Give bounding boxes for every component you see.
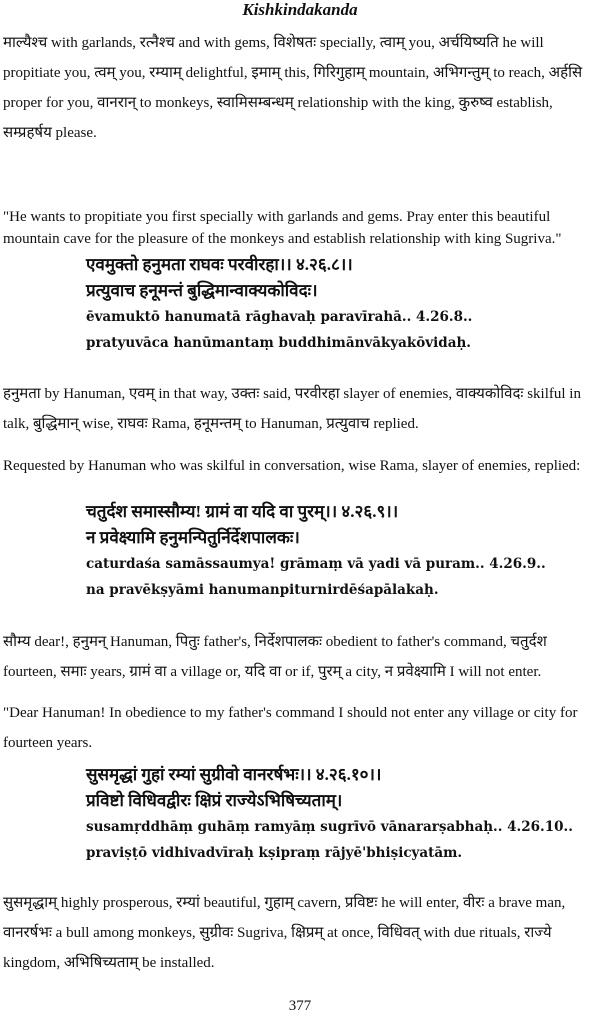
running-head: Kishkindakanda (242, 0, 358, 19)
translation-paragraph: "He wants to propitiate you first specially with garlands and gems. Pray enter this beautiful mountain cave for the pleasure of the monkeys and establish relationship with king Sugriva." (3, 209, 562, 247)
translation-paragraph: "Dear Hanuman! In obedience to my father's command I should not enter any village or city for fourteen years. (3, 705, 578, 751)
verse-transliteration-line: susamṛddhāṃ guhāṃ ramyāṃ sugrīvō vānararṣabhaḥ.. 4.26.10.. (86, 819, 573, 835)
verse-4-26-10 (86, 762, 596, 866)
word-meaning-paragraph: माल्यैश्च with garlands, रत्नैश्च and with gems, विशेषतः specially, त्वाम् you, अर्चयिष्यति he will propitiate you, त्वम् you, रम्याम् delightful, इमाम् this, गिरिगुहाम् mountain, अभिगन्तुम् to reach, अर्हसि proper for you, वानरान् to monkeys, स्वामिसम्बन्धम् relationship with the king, कुरुष्व establish, सम्प्रहर्षय please. (3, 35, 583, 141)
translation-paragraph: Requested by Hanuman who was skilful in conversation, wise Rama, slayer of enemies, replied: (3, 458, 581, 474)
verse-4-26-9 (86, 499, 596, 603)
page-number: 377 (288, 998, 312, 1014)
word-meaning-paragraph: हनुमता by Hanuman, एवम् in that way, उक्तः said, परवीरहा slayer of enemies, वाक्यकोविदः skilful in talk, बुद्धिमान् wise, राघवः Rama, हनूमन्तम् to Hanuman, प्रत्युवाच replied. (3, 386, 581, 432)
word-meaning-paragraph: सौम्य dear!, हनुमन् Hanuman, पितुः father's, निर्देशपालकः obedient to father's command, चतुर्दश fourteen, समाः years, ग्रामं वा a village or, यदि वा or if, पुरम् a city, न प्रवेक्ष्यामि I will not enter. (3, 634, 547, 680)
verse-devanagari-line: एवमुक्तो हनुमता राघवः परवीरहा।। ४.२६.८।। (86, 255, 353, 274)
verse-devanagari-line: न प्रवेक्ष्यामि हनुमन्पितुर्निर्देशपालकः। (86, 528, 300, 547)
verse-devanagari-line: सुसमृद्धां गुहां रम्यां सुग्रीवो वानरर्षभः।। ४.२६.१०।। (86, 765, 382, 784)
verse-devanagari-line: प्रविष्टो विधिवद्वीरः क्षिप्रं राज्येऽभिषिच्यताम्। (86, 791, 343, 810)
verse-devanagari-line: प्रत्युवाच हनूमन्तं बुद्धिमान्वाक्यकोविदः। (86, 281, 318, 300)
verse-transliteration-line: ēvamuktō hanumatā rāghavaḥ paravīrahā.. 4.26.8.. (86, 309, 473, 325)
verse-transliteration-line: na pravēkṣyāmi hanumanpiturnirdēśapālakaḥ. (86, 582, 439, 598)
verse-transliteration-line: praviṣṭō vidhivadvīraḥ kṣipraṃ rājyē'bhiṣicyatām. (86, 845, 463, 861)
verse-transliteration-line: pratyuvāca hanūmantaṃ buddhimānvākyakōvidaḥ. (86, 335, 471, 351)
word-meaning-paragraph: सुसमृद्धाम् highly prosperous, रम्यां beautiful, गुहाम् cavern, प्रविष्टः he will enter, वीरः a brave man, वानरर्षभः a bull among monkeys, सुग्रीवः Sugriva, क्षिप्रम् at once, विधिवत् with due rituals, राज्ये kingdom, अभिषिच्यताम् be installed. (3, 895, 566, 971)
verse-4-26-8 (86, 252, 596, 356)
verse-devanagari-line: चतुर्दश समास्सौम्य! ग्रामं वा यदि वा पुरम्।। ४.२६.९।। (86, 502, 399, 521)
verse-transliteration-line: caturdaśa samāssaumya! grāmaṃ vā yadi vā puram.. 4.26.9.. (86, 556, 546, 572)
